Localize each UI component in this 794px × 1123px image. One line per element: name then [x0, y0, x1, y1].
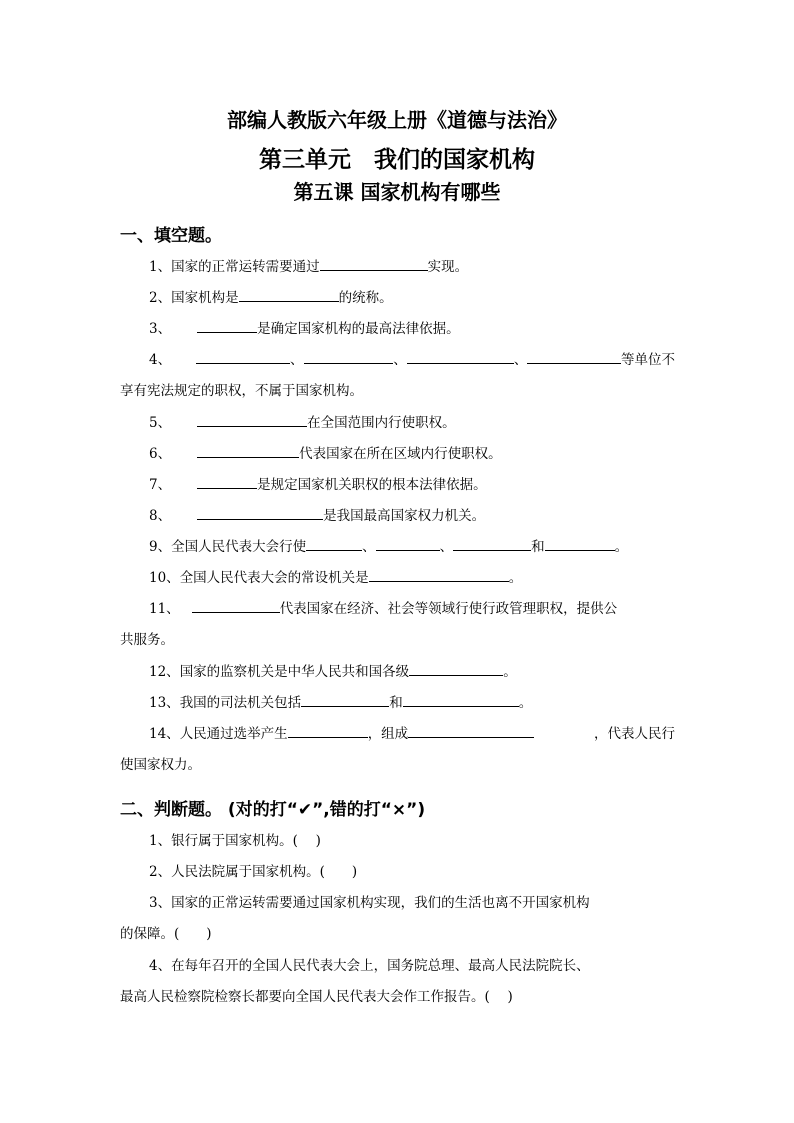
- question-12: 12、国家的监察机关是中华人民共和国各级 。: [120, 657, 675, 688]
- question-3: 3、 是确定国家机构的最高法律依据。: [120, 314, 675, 345]
- question-11: 11、 代表国家在经济、社会等领域行使行政管理职权，提供公 共服务。: [120, 594, 675, 656]
- section-judgement-heading: 二、判断题。 (对的打“✔”,错的打“×”): [120, 800, 426, 820]
- judgement-1: 1、银行属于国家机构。( ): [149, 833, 321, 849]
- answer-blank[interactable]: [197, 442, 299, 458]
- answer-blank[interactable]: [306, 535, 362, 551]
- judgement-4: 4、在每年召开的全国人民代表大会上，国务院总理、最高人民法院院长、 最高人民检察院检察长都要向全国人民代表大会作工作报告。( ): [120, 958, 590, 1005]
- question-2: 2、国家机构是 的统称。: [120, 283, 675, 314]
- answer-blank[interactable]: [369, 566, 509, 582]
- answer-blank[interactable]: [403, 691, 519, 707]
- answer-blank[interactable]: [409, 660, 503, 676]
- answer-blank[interactable]: [196, 348, 290, 364]
- answer-blank[interactable]: [527, 348, 621, 364]
- answer-blank[interactable]: [407, 348, 514, 364]
- judgement-2: 2、人民法院属于国家机构。( ): [149, 864, 358, 880]
- judgement-3: 3、国家的正常运转需要通过国家机构实现，我们的生活也离不开国家机构 的保障。( ): [120, 895, 590, 942]
- answer-blank[interactable]: [197, 411, 307, 427]
- answer-blank[interactable]: [545, 535, 615, 551]
- question-10: 10、全国人民代表大会的常设机关是 。: [120, 563, 675, 594]
- answer-blank[interactable]: [192, 597, 280, 613]
- question-7: 7、 是规定国家机关职权的根本法律依据。: [120, 470, 675, 501]
- title-unit: 第三单元 我们的国家机构: [259, 147, 535, 173]
- answer-blank[interactable]: [408, 722, 534, 738]
- question-5: 5、 在全国范围内行使职权。: [120, 408, 675, 439]
- answer-blank[interactable]: [288, 722, 368, 738]
- title-lesson: 第五课 国家机构有哪些: [293, 180, 501, 204]
- answer-blank[interactable]: [239, 286, 339, 302]
- answer-blank[interactable]: [197, 317, 257, 333]
- answer-blank[interactable]: [320, 255, 428, 271]
- question-9: 9、全国人民代表大会行使 、 、 和 。: [120, 532, 675, 563]
- answer-blank[interactable]: [197, 473, 257, 489]
- answer-blank[interactable]: [376, 535, 440, 551]
- answer-blank[interactable]: [197, 504, 323, 520]
- question-4: 4、 、 、 、 等单位不 享有宪法规定的职权，不属于国家机构。: [120, 345, 675, 407]
- question-8: 8、 是我国最高国家权力机关。: [120, 501, 675, 532]
- question-1: 1、国家的正常运转需要通过 实现。: [120, 252, 675, 283]
- section-fill-blank-heading: 一、填空题。: [120, 226, 222, 246]
- question-6: 6、 代表国家在所在区域内行使职权。: [120, 439, 675, 470]
- question-14: 14、 人民通过选举产生 ，组成 ，代表人民行 使国家权力。: [120, 719, 675, 781]
- answer-blank[interactable]: [301, 691, 389, 707]
- answer-blank[interactable]: [453, 535, 531, 551]
- title-textbook: 部编人教版六年级上册《道德与法治》: [227, 108, 567, 132]
- question-13: 13、我国的司法机关包括 和 。: [120, 688, 675, 719]
- answer-blank[interactable]: [304, 348, 394, 364]
